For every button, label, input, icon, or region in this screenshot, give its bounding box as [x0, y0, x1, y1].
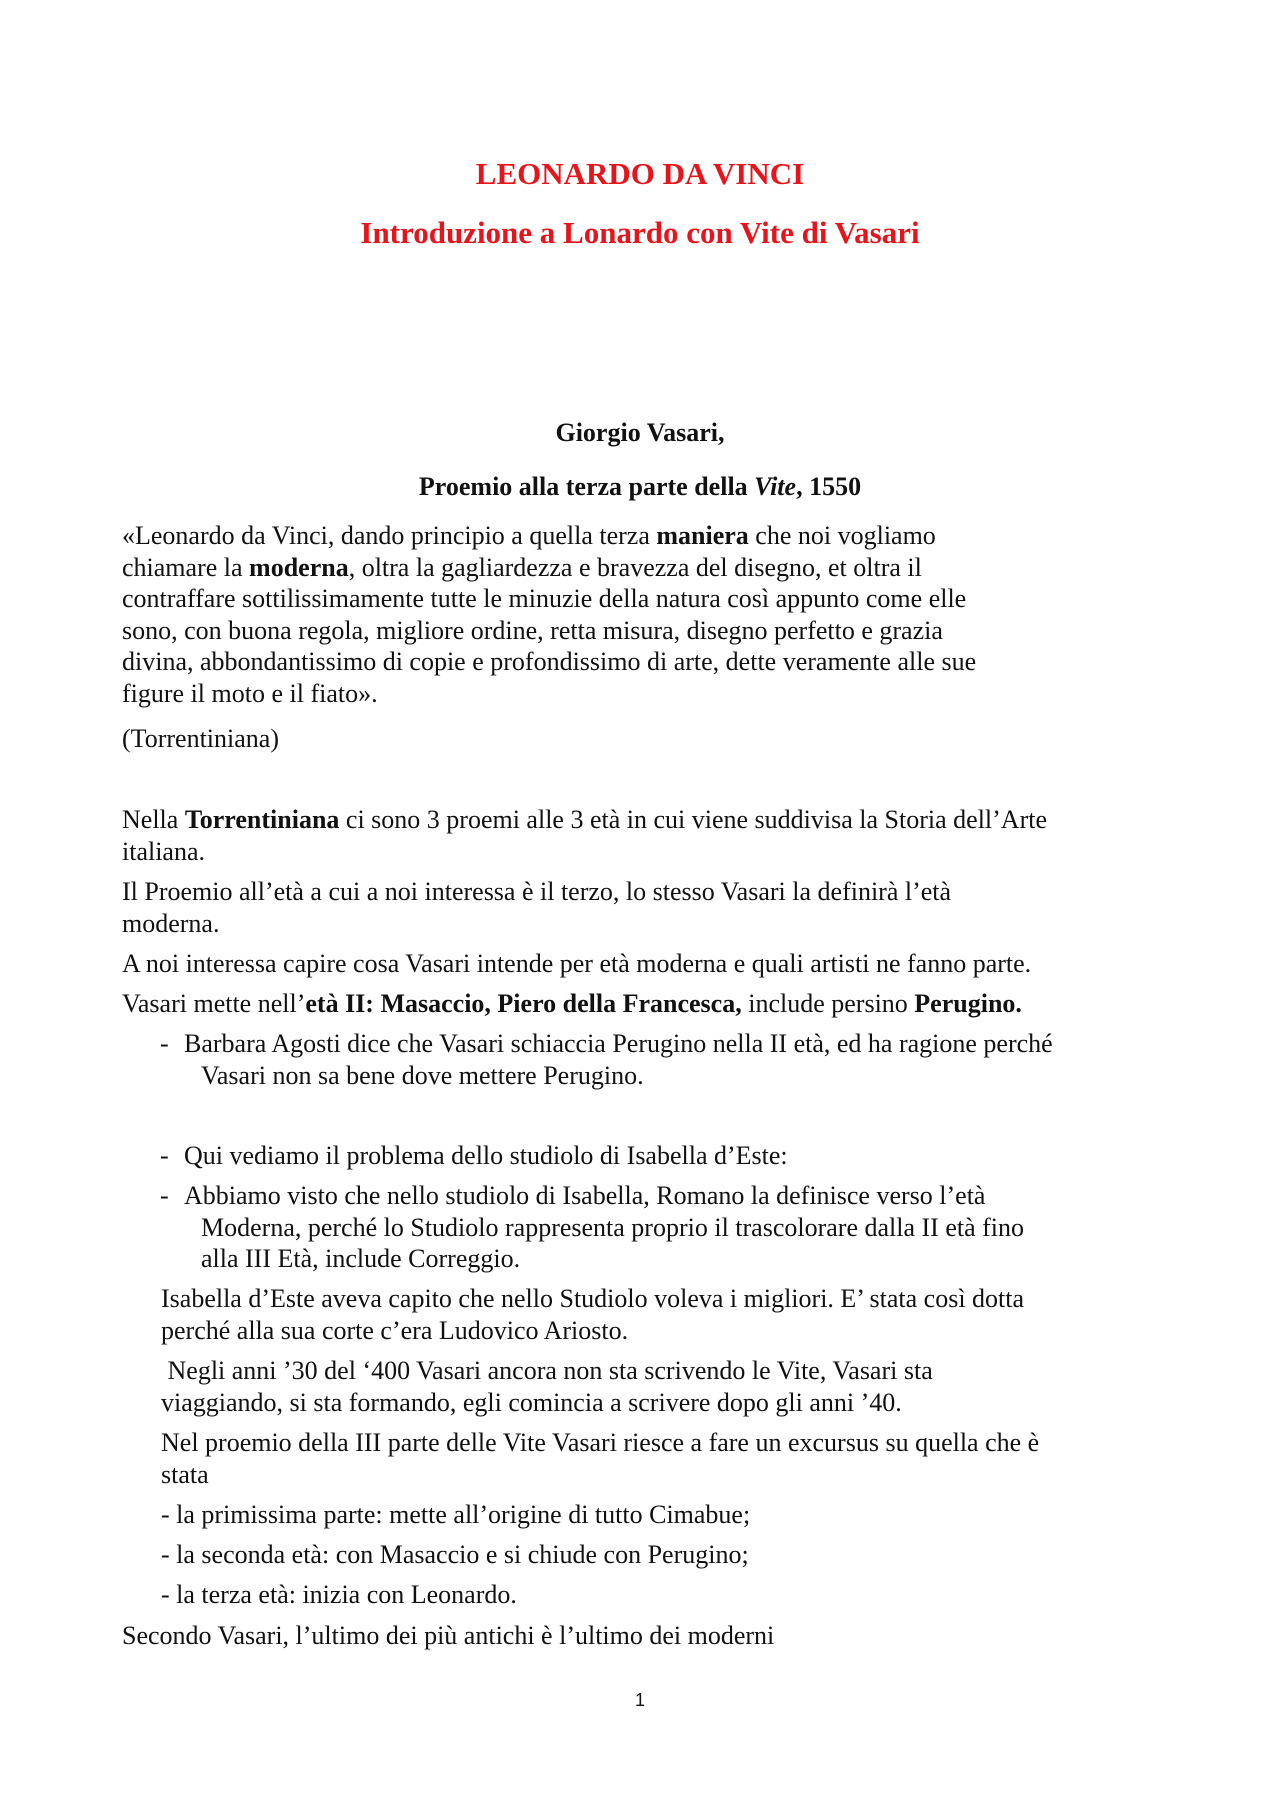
paragraph-proemio-iii: Nel proemio della III parte delle Vite Vasari riesce a fare un excursus su quella che è stata [161, 1428, 1040, 1489]
page-number: 1 [634, 1690, 645, 1710]
list-item: - Abbiamo visto che nello studiolo di Isabella, Romano la definisce verso l’età Moderna, perché lo Studiolo rappresenta proprio il trascolorare dalla II età fino alla III Età, include Correggio. [160, 1181, 1025, 1273]
quote-line: contraffare sottilissimamente tutte le minuzie della natura così appunto come elle [122, 584, 967, 613]
paragraph-torrentiniana: Nella Torrentiniana ci sono 3 proemi alle 3 età in cui viene suddivisa la Storia dell’Arte italiana. [122, 805, 1047, 866]
quote-line: divina, abbondantissimo di copie e profondissimo di arte, dette veramente alle sue [122, 647, 977, 676]
quote-line: figure il moto e il fiato». [122, 678, 378, 708]
document-title: LEONARDO DA VINCI [475, 156, 805, 191]
quote-source-heading: Proemio alla terza parte della Vite, 1550 [418, 472, 862, 501]
ages-item: - la seconda età: con Masaccio e si chiude con Perugino; [161, 1540, 749, 1569]
paragraph-closing: Secondo Vasari, l’ultimo dei più antichi è l’ultimo dei moderni [122, 1621, 775, 1650]
paragraph-isabella: Isabella d’Este aveva capito che nello Studiolo voleva i migliori. E’ stata così dotta perché alla sua corte c’era Ludovico Ariosto. [161, 1284, 1025, 1345]
list-item: - Qui vediamo il problema dello studiolo di Isabella d’Este: [160, 1141, 788, 1170]
bullet-list-studiolo-2 [160, 1180, 1170, 1275]
list-item: - Barbara Agosti dice che Vasari schiaccia Perugino nella II età, ed ha ragione perché Vasari non sa bene dove mettere Perugino. [160, 1029, 1053, 1090]
paragraph-proemio: Il Proemio all’età a cui a noi interessa è il terzo, lo stesso Vasari la definirà l’età moderna. [122, 877, 952, 938]
quote-line: chiamare la moderna, oltra la gagliardezza e bravezza del disegno, et oltra il [122, 552, 922, 582]
quote-line: «Leonardo da Vinci, dando principio a quella terza maniera che noi vogliamo [122, 521, 936, 550]
bullet-list-studiolo [160, 1140, 1170, 1172]
bullet-list-agosti [160, 1028, 1170, 1091]
paragraph-anni-30: Negli anni ’30 del ‘400 Vasari ancora non sta scrivendo le Vite, Vasari sta viaggiando, si sta formando, egli comincia a scrivere dopo gli anni ’40. [161, 1356, 933, 1417]
quote-citation: (Torrentiniana) [122, 724, 279, 753]
paragraph-eta-moderna: A noi interessa capire cosa Vasari intende per età moderna e quali artisti ne fanno parte. [122, 949, 1032, 978]
ages-item: - la primissima parte: mette all’origine di tutto Cimabue; [161, 1500, 751, 1529]
ages-item: - la terza età: inizia con Leonardo. [161, 1580, 517, 1609]
vasari-quote [122, 520, 1172, 709]
quote-author: Giorgio Vasari, [555, 418, 725, 447]
paragraph-eta-ii: Vasari mette nell’età II: Masaccio, Piero della Francesca, include persino Perugino. [122, 989, 1022, 1018]
quote-line: sono, con buona regola, migliore ordine, retta misura, disegno perfetto e grazia [122, 615, 943, 645]
document-subtitle: Introduzione a Lonardo con Vite di Vasari [360, 215, 920, 250]
